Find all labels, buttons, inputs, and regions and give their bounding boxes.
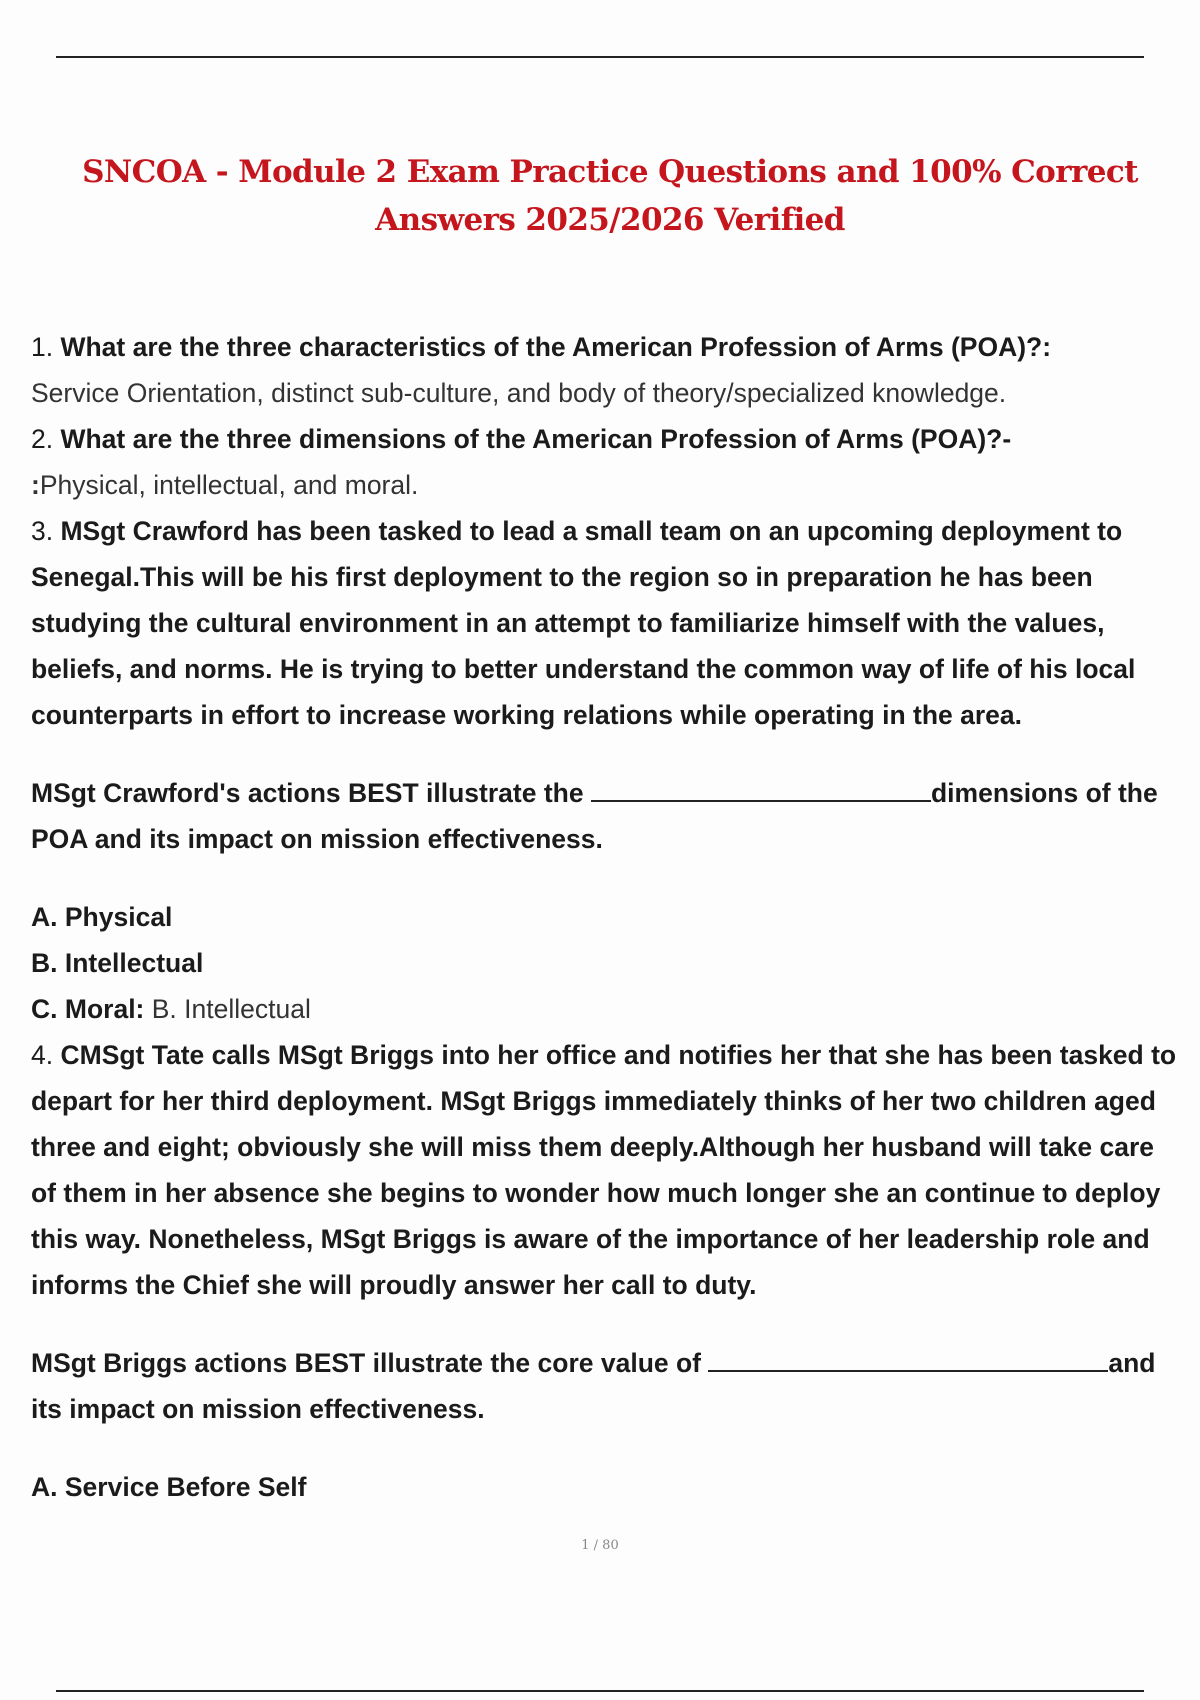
question-4-prompt bbox=[31, 1340, 1181, 1432]
option-a bbox=[31, 894, 1181, 940]
document-body bbox=[31, 324, 1181, 1510]
prompt-before: MSgt Crawford's actions BEST illustrate the bbox=[31, 778, 584, 808]
option-text: Moral: bbox=[64, 994, 145, 1024]
spacer bbox=[31, 1308, 1181, 1340]
option-text: Intellectual bbox=[64, 948, 204, 978]
question-number: 2. bbox=[31, 424, 54, 454]
spacer bbox=[31, 862, 1181, 894]
top-rule bbox=[56, 56, 1144, 58]
prompt-before: MSgt Briggs actions BEST illustrate the core value of bbox=[31, 1348, 701, 1378]
option-letter: A. bbox=[31, 1472, 58, 1502]
answer-2 bbox=[31, 462, 1181, 508]
option-letter: A. bbox=[31, 902, 58, 932]
answer-blank bbox=[708, 1348, 1108, 1372]
question-4 bbox=[31, 1032, 1181, 1308]
question-number: 3. bbox=[31, 516, 54, 546]
option-text: Service Before Self bbox=[64, 1472, 307, 1502]
option-b bbox=[31, 940, 1181, 986]
option-text: Physical bbox=[64, 902, 173, 932]
answer-1: Service Orientation, distinct sub-culture, and body of theory/specialized knowledge. bbox=[31, 378, 1007, 408]
question-3-prompt bbox=[31, 770, 1181, 862]
question-1 bbox=[31, 324, 1181, 370]
question-number: 4. bbox=[31, 1040, 54, 1070]
option-letter: C. bbox=[31, 994, 58, 1024]
spacer bbox=[31, 738, 1181, 770]
option-c bbox=[31, 986, 1181, 1032]
question-number: 1. bbox=[31, 332, 54, 362]
option-a bbox=[31, 1464, 1181, 1510]
prompt-after: dimensions of the POA and its impact on mission effectiveness. bbox=[31, 778, 1158, 854]
question-text: What are the three dimensions of the American Profession of Arms (POA)?- bbox=[60, 424, 1012, 454]
page-number: 1 / 80 bbox=[581, 1538, 619, 1553]
option-letter: B. bbox=[31, 948, 58, 978]
answer-3: B. Intellectual bbox=[151, 994, 311, 1024]
answer-prefix: : bbox=[31, 470, 40, 500]
question-text: What are the three characteristics of the American Profession of Arms (POA)?: bbox=[60, 332, 1052, 362]
spacer bbox=[31, 1432, 1181, 1464]
answer-text: Physical, intellectual, and moral. bbox=[39, 470, 419, 500]
document-title: SNCOA - Module 2 Exam Practice Questions and 100% Correct Answers 2025/2026 Verified bbox=[82, 154, 1138, 238]
question-2 bbox=[31, 416, 1181, 462]
bottom-rule bbox=[56, 1690, 1144, 1692]
question-text: CMSgt Tate calls MSgt Briggs into her office and notifies her that she has been tasked to depart for her third deployment. MSgt Briggs immediately thinks of her two children aged three and eight; obviously she will miss them deeply.Although her husband will take care of them in her absence she begins to wonder how much longer she an continue to deploy this way. Nonetheless, MSgt Briggs is aware of the importance of her leadership role and informs the Chief she will proudly answer her call to duty. bbox=[31, 1040, 1177, 1300]
answer-blank bbox=[591, 778, 931, 802]
question-3 bbox=[31, 508, 1181, 738]
question-text: MSgt Crawford has been tasked to lead a small team on an upcoming deployment to Senegal.This will be his first deployment to the region so in preparation he has been studying the cultural environment in an attempt to familiarize himself with the values, beliefs, and norms. He is trying to better understand the common way of life of his local counterparts in effort to increase working relations while operating in the area. bbox=[31, 516, 1136, 730]
prompt-after: and its impact on mission effectiveness. bbox=[31, 1348, 1156, 1424]
